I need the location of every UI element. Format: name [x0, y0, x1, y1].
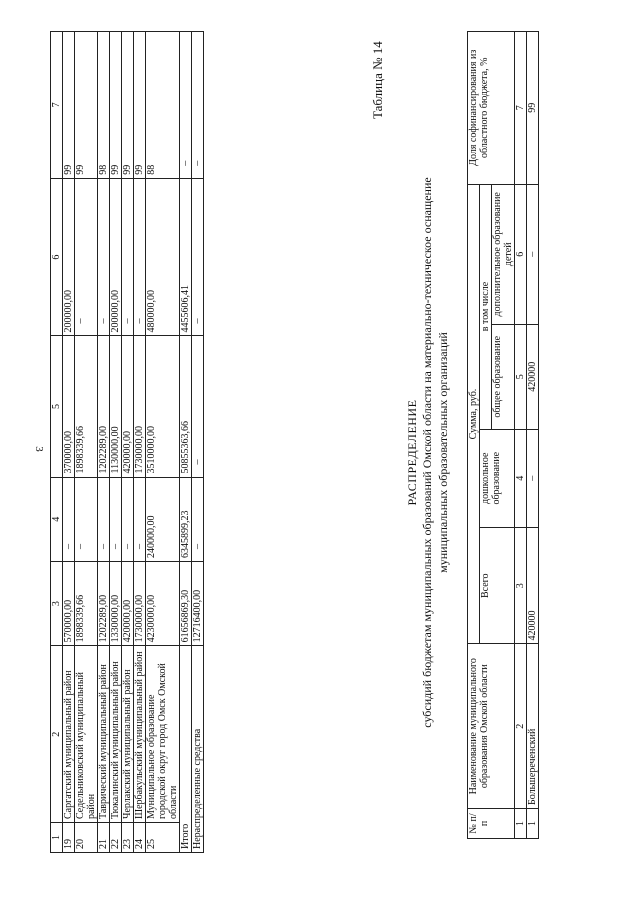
- row-additional: 200000,00: [110, 178, 122, 336]
- row-name: Черлакский муниципальный район: [122, 646, 134, 823]
- header-additional: дополнительное образование детей: [492, 184, 515, 325]
- row-additional: –: [122, 178, 134, 336]
- table-row: [146, 32, 180, 853]
- row-share: 99: [63, 32, 75, 179]
- row-name: Муниципальное образование городской округ город Омск Омской области: [146, 646, 180, 823]
- col-number: 4: [51, 477, 63, 561]
- row-num: 1: [527, 808, 539, 838]
- row-name: Шербакульский муниципальный район: [134, 646, 146, 823]
- header-num: № п/п: [468, 808, 515, 838]
- row-total: 4230000,00: [146, 561, 180, 645]
- col-number: 4: [515, 429, 527, 527]
- row-total: 570000,00: [63, 561, 75, 645]
- header-share: Доля софинансирования из областного бюджета, %: [468, 32, 515, 185]
- total-preschool: 6345899,23: [180, 477, 192, 561]
- row-preschool: –: [122, 477, 134, 561]
- undistributed-row: [192, 32, 204, 853]
- row-preschool: –: [75, 477, 98, 561]
- table-label: Таблица № 14: [370, 41, 385, 119]
- title-line: субсидий бюджетам муниципальных образований Омской области на материально-техническое оснащение: [420, 177, 434, 728]
- header-inclusive: в том числе: [480, 184, 492, 429]
- undistributed-additional: –: [192, 178, 204, 336]
- row-general: 1898339,66: [75, 336, 98, 477]
- undistributed-total: 12716400,00: [192, 561, 204, 645]
- header-total: Всего: [480, 527, 515, 643]
- col-number: 6: [515, 184, 527, 325]
- row-general: 1202289,00: [98, 336, 110, 477]
- total-general: 50855363,66: [180, 336, 192, 477]
- row-share: 99: [527, 32, 539, 185]
- table-row: [110, 32, 122, 853]
- row-preschool: 240000,00: [146, 477, 180, 561]
- col-number: 7: [515, 32, 527, 185]
- row-general: 3510000,00: [146, 336, 180, 477]
- row-general: 1130000,00: [110, 336, 122, 477]
- page-number: 3: [32, 446, 45, 452]
- row-total: 1330000,00: [110, 561, 122, 645]
- row-additional: 200000,00: [63, 178, 75, 336]
- row-general: 370000,00: [63, 336, 75, 477]
- row-additional: –: [75, 178, 98, 336]
- row-num: 25: [146, 823, 180, 853]
- row-general: 420000: [527, 325, 539, 429]
- row-share: 88: [146, 32, 180, 179]
- row-share: 99: [75, 32, 98, 179]
- col-number: 1: [515, 808, 527, 838]
- table-row: [134, 32, 146, 853]
- header-general: общее образование: [492, 325, 515, 429]
- row-total: 420000: [527, 527, 539, 643]
- undistributed-preschool: –: [192, 477, 204, 561]
- row-preschool: –: [134, 477, 146, 561]
- table-row: [75, 32, 98, 853]
- col-number: 5: [51, 336, 63, 477]
- row-general: 420000,00: [122, 336, 134, 477]
- table-header-row: [51, 32, 63, 853]
- col-number: 3: [51, 561, 63, 645]
- total-share: –: [180, 32, 192, 179]
- table-row: [122, 32, 134, 853]
- table-row: [63, 32, 75, 853]
- header-preschool: дошкольное образование: [480, 429, 515, 527]
- row-total: 420000,00: [122, 561, 134, 645]
- row-total: 1202289,00: [98, 561, 110, 645]
- total-row: [180, 32, 192, 853]
- total-total: 61656869,30: [180, 561, 192, 645]
- row-preschool: –: [63, 477, 75, 561]
- col-number: 3: [515, 527, 527, 643]
- table-row: [98, 32, 110, 853]
- row-share: 98: [98, 32, 110, 179]
- row-name: Тюкалинский муниципальный район: [110, 646, 122, 823]
- row-additional: 480000,00: [146, 178, 180, 336]
- header-row: [468, 32, 480, 839]
- col-number: 6: [51, 178, 63, 336]
- row-num: 24: [134, 823, 146, 853]
- row-preschool: –: [98, 477, 110, 561]
- row-preschool: –: [527, 429, 539, 527]
- table-row: [527, 32, 539, 839]
- row-additional: –: [98, 178, 110, 336]
- top-table: [50, 31, 204, 853]
- row-additional: –: [527, 184, 539, 325]
- title-line: муниципальных образовательных организаций: [436, 332, 450, 573]
- row-preschool: –: [110, 477, 122, 561]
- row-num: 21: [98, 823, 110, 853]
- title-heading: РАСПРЕДЕЛЕНИЕ: [405, 399, 419, 506]
- row-share: 99: [110, 32, 122, 179]
- row-num: 23: [122, 823, 134, 853]
- undistributed-general: –: [192, 336, 204, 477]
- row-name: Седельниковский муниципальный район: [75, 646, 98, 823]
- col-number: 2: [515, 644, 527, 809]
- total-additional: 4455606,41: [180, 178, 192, 336]
- col-number: 2: [51, 646, 63, 823]
- header-sum: Сумма, руб.: [468, 184, 480, 644]
- row-num: 22: [110, 823, 122, 853]
- row-total: 1898339,66: [75, 561, 98, 645]
- row-share: 99: [122, 32, 134, 179]
- row-name: Саргатский муниципальный район: [63, 646, 75, 823]
- row-general: 1730000,00: [134, 336, 146, 477]
- row-additional: –: [134, 178, 146, 336]
- row-total: 1730000,00: [134, 561, 146, 645]
- total-label: Итого: [180, 646, 192, 853]
- col-number: 7: [51, 32, 63, 179]
- undistributed-share: –: [192, 32, 204, 179]
- row-name: Таврический муниципальный район: [98, 646, 110, 823]
- col-number: 1: [51, 823, 63, 853]
- row-num: 20: [75, 823, 98, 853]
- row-share: 99: [134, 32, 146, 179]
- bottom-table: [467, 31, 539, 839]
- row-name: Большереченский: [527, 644, 539, 809]
- col-number: 5: [515, 325, 527, 429]
- row-num: 19: [63, 823, 75, 853]
- header-name: Наименование муниципального образования Омской области: [468, 644, 515, 809]
- column-number-row: [515, 32, 527, 839]
- undistributed-label: Нераспределенные средства: [192, 646, 204, 853]
